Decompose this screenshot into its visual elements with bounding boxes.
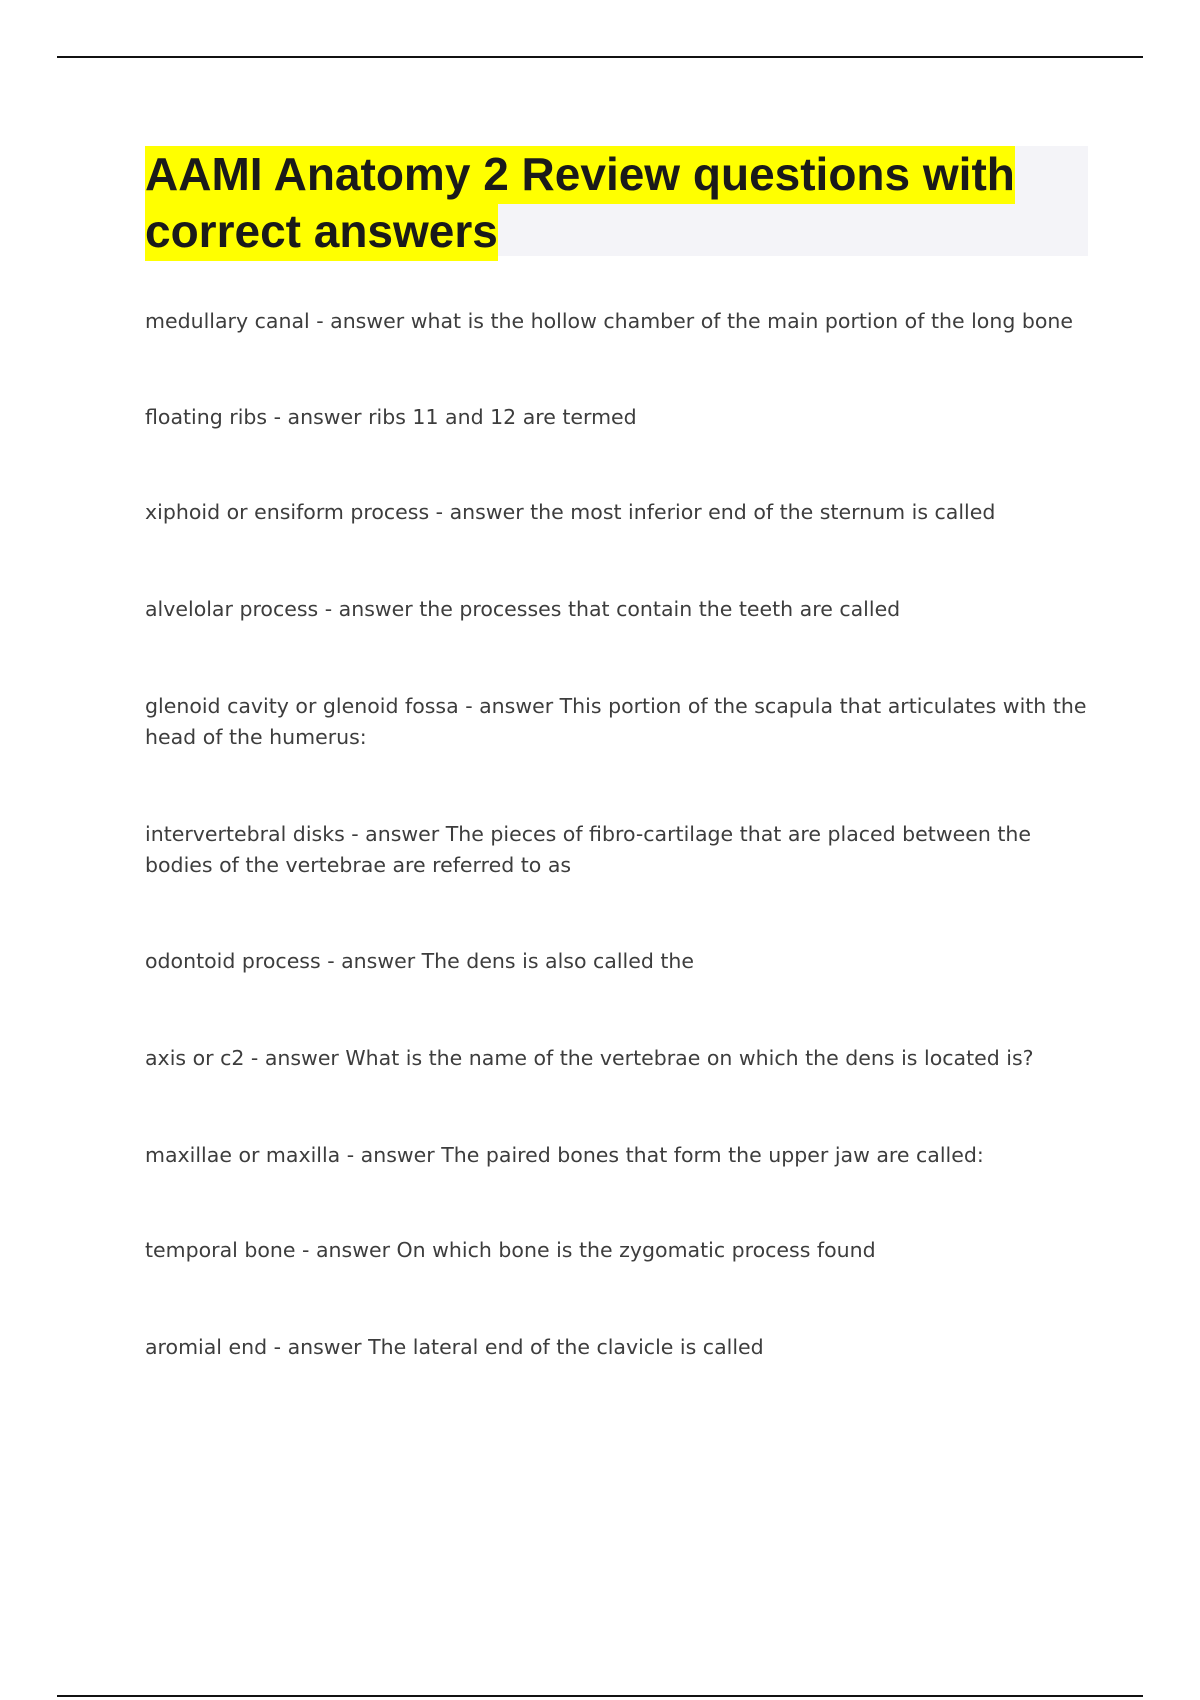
- header-rule: [57, 56, 1143, 58]
- qa-item: odontoid process - answer The dens is also called the: [145, 949, 695, 973]
- qa-item: temporal bone - answer On which bone is the zygomatic process found: [145, 1238, 876, 1262]
- qa-item: axis or c2 - answer What is the name of the vertebrae on which the dens is located is?: [145, 1046, 1034, 1070]
- qa-item: aromial end - answer The lateral end of the clavicle is called: [145, 1335, 764, 1359]
- qa-item: maxillae or maxilla - answer The paired bones that form the upper jaw are called:: [145, 1143, 984, 1167]
- title-block: [145, 146, 1088, 256]
- document-title-text: AAMI Anatomy 2 Review questions with correct answers: [145, 146, 1015, 261]
- qa-item: xiphoid or ensiform process - answer the most inferior end of the sternum is called: [145, 500, 996, 524]
- qa-item: medullary canal - answer what is the hollow chamber of the main portion of the long bone: [145, 309, 1074, 333]
- qa-item: floating ribs - answer ribs 11 and 12 are termed: [145, 405, 637, 429]
- footer-rule: [57, 1695, 1143, 1697]
- qa-item: intervertebral disks - answer The pieces of fibro-cartilage that are placed between the bodies of the vertebrae are referred to as: [145, 822, 1031, 877]
- qa-item: glenoid cavity or glenoid fossa - answer This portion of the scapula that articulates with the head of the humerus:: [145, 694, 1087, 749]
- qa-item: alvelolar process - answer the processes that contain the teeth are called: [145, 597, 901, 621]
- document-title: [145, 146, 1088, 260]
